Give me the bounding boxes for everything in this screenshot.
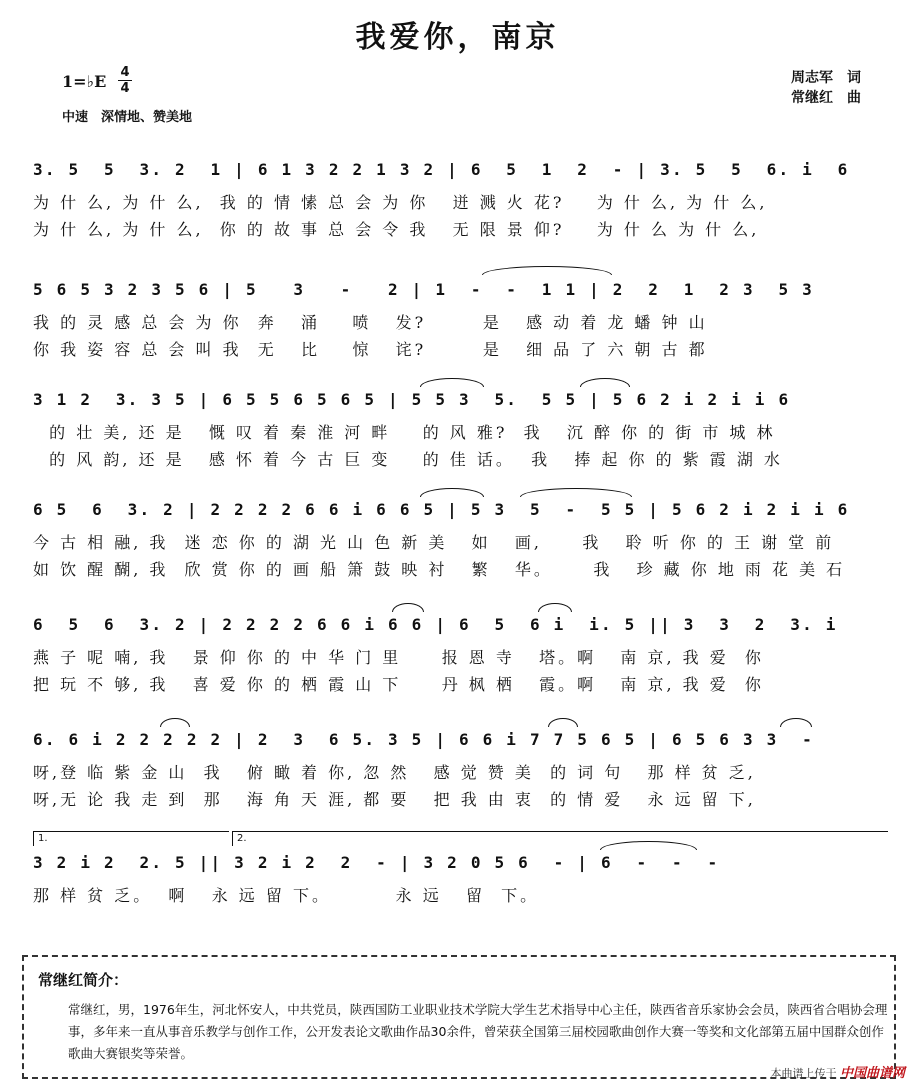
site-logo: 中国曲谱网: [839, 1066, 905, 1081]
lyrics-verse-1: 呀,登 临 紫 金 山 我 俯 瞰 着 你, 忽 然 感 觉 赞 美 的 词 句 那 样 贫 乏,: [33, 763, 756, 782]
lyrics-verse-1: 为 什 么, 为 什 么, 我 的 情 愫 总 会 为 你 迸 溅 火 花? 为 什 么, 为 什 么,: [33, 193, 768, 212]
score-system-1: [0, 160, 915, 270]
page-title: 我爱你，南京: [355, 20, 560, 55]
lyricist-credit: 周志军 词: [791, 70, 861, 86]
lyrics-verse-1: 的 壮 美, 还 是 慨 叹 着 秦 淮 河 畔 的 风 雅? 我 沉 醉 你 的 街 市 城 林: [33, 423, 776, 442]
score-system-2: [0, 280, 915, 390]
composer-credit: 常继红 曲: [791, 90, 861, 106]
score-system-6: [0, 730, 915, 840]
notation-line: 6 5 6 3. 2 | 2 2 2 2 6 6 i 6 6 5 | 5 3 5 - 5 5 | 5 6 2 i 2 i i 6: [33, 500, 850, 519]
second-ending-bracket: [232, 831, 888, 846]
bio-heading: 常继红简介：: [38, 971, 129, 989]
lyrics-verse-2: 如 饮 醒 醐, 我 欣 赏 你 的 画 船 箫 鼓 映 衬 繁 华。 我 珍 藏 你 地 雨 花 美 石: [33, 560, 846, 579]
lyrics-verse-2: 你 我 姿 容 总 会 叫 我 无 比 惊 诧? 是 细 品 了 六 朝 古 都: [33, 340, 708, 359]
lyrics-verse-1: 我 的 灵 感 总 会 为 你 奔 涌 喷 发? 是 感 动 着 龙 蟠 钟 山: [33, 313, 708, 332]
first-ending-label: 1.: [38, 833, 48, 844]
tempo-marking: 中速 深情地、赞美地: [62, 110, 193, 125]
lyrics-verse-1: 今 古 相 融, 我 迷 恋 你 的 湖 光 山 色 新 美 如 画, 我 聆 听 你 的 王 谢 堂 前: [33, 533, 835, 552]
lyrics-verse-2: 的 风 韵, 还 是 感 怀 着 今 古 巨 变 的 佳 话。 我 捧 起 你 的 紫 霞 湖 水: [33, 450, 783, 469]
watermark-prefix: 本曲谱上传于: [770, 1067, 837, 1080]
bio-text: 常继红，男，1976年生，河北怀安人，中共党员，陕西国防工业职业技术学院大学生艺术指导中心主任，陕西省音乐家协会会员，陕西省合唱协会理事，多年来一直从事音乐教学与创作工作，公开发表论文歌曲作品30余件，曾荣获全国第三届校园歌曲创作大赛一等奖和文化部第五届中国群众创作歌曲大赛银奖等荣誉。: [68, 1002, 888, 1061]
lyrics-verse-2: 把 玩 不 够, 我 喜 爱 你 的 栖 霞 山 下 丹 枫 栖 霞。啊 南 京, 我 爱 你: [33, 675, 764, 694]
watermark: [770, 1062, 905, 1081]
score-system-7: [0, 833, 915, 963]
score-system-5: [0, 615, 915, 725]
credits: [791, 68, 861, 108]
score-system-4: [0, 500, 915, 610]
score-system-3: [0, 390, 915, 500]
key-signature: 1=♭E: [62, 72, 107, 91]
notation-line: 3. 5 5 3. 2 1 | 6 1 3 2 2 1 3 2 | 6 5 1 2 - | 3. 5 5 6. i 6: [33, 160, 850, 179]
notation-line: 3 1 2 3. 3 5 | 6 5 5 6 5 6 5 | 5 5 3 5. 5 5 | 5 6 2 i 2 i i 6: [33, 390, 791, 409]
notation-line: 6. 6 i 2 2 2 2 2 | 2 3 6 5. 3 5 | 6 6 i 7 7 5 6 5 | 6 5 6 3 3 -: [33, 730, 814, 749]
time-signature-top: 4: [120, 65, 130, 80]
notation-line: 3 2 i 2 2. 5 || 3 2 i 2 2 - | 3 2 0 5 6 - | 6 - - -: [33, 853, 720, 872]
notation-line: 5 6 5 3 2 3 5 6 | 5 3 - 2 | 1 - - 1 1 | 2 2 1 2 3 5 3: [33, 280, 814, 299]
first-ending-bracket: [33, 831, 229, 846]
lyrics-verse-2: 呀,无 论 我 走 到 那 海 角 天 涯, 都 要 把 我 由 衷 的 情 爱 永 远 留 下,: [33, 790, 756, 809]
time-signature-bottom: 4: [120, 81, 130, 96]
time-signature: [118, 66, 132, 95]
lyrics-verse-2: 为 什 么, 为 什 么, 你 的 故 事 总 会 令 我 无 限 景 仰? 为 什 么 为 什 么,: [33, 220, 760, 239]
lyrics-verse-1: 那 样 贫 乏。 啊 永 远 留 下。 永 远 留 下。: [33, 886, 540, 905]
second-ending-label: 2.: [237, 833, 247, 844]
notation-line: 6 5 6 3. 2 | 2 2 2 2 6 6 i 6 6 | 6 5 6 i i. 5 || 3 3 2 3. i: [33, 615, 838, 634]
lyrics-verse-1: 燕 子 呢 喃, 我 景 仰 你 的 中 华 门 里 报 恩 寺 塔。啊 南 京, 我 爱 你: [33, 648, 764, 667]
composer-bio-box: [22, 955, 896, 1079]
